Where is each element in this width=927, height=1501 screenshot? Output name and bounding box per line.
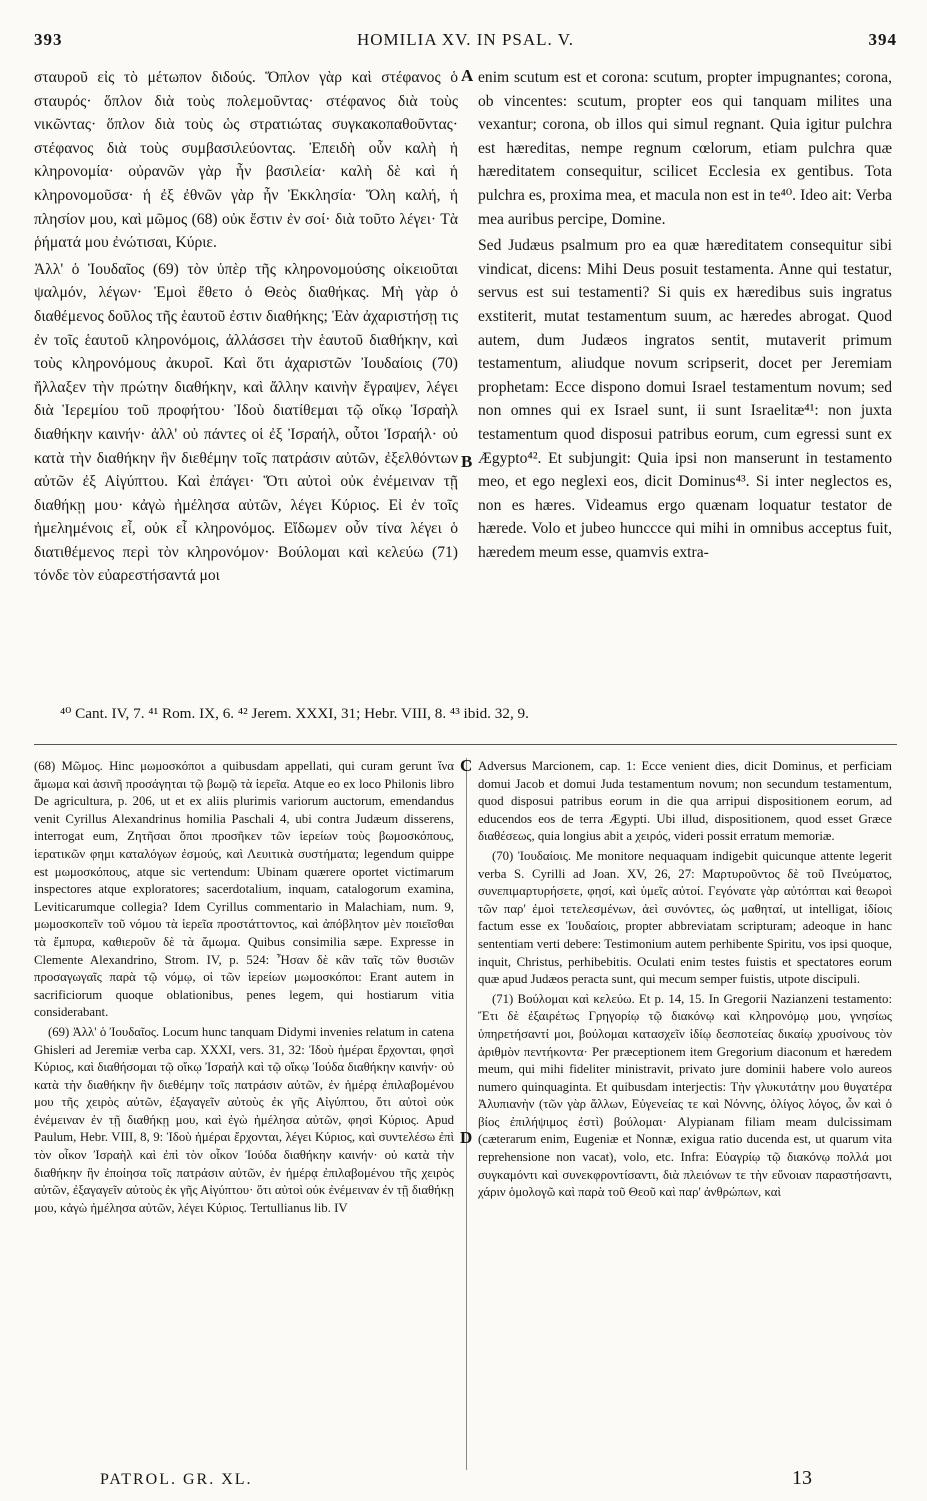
column-divider bbox=[466, 758, 467, 1470]
signature-mark: 13 bbox=[792, 1467, 812, 1489]
note: (69) Ἀλλ' ὁ Ἰουδαῖος. Locum hunc tanquam Didymi invenies relatum in catena Ghisleri ad Jeremiæ verba cap. XXXI, vers. 31, 32: Ἰδοὺ ἡμέραι ἔρχονται, φησὶ Κύριος, καὶ διαθήσομαι τῷ οἴκῳ Ἰσραὴλ καὶ τῷ οἴκῳ Ἰούδα διαθήκην καινήν· οὐ κατὰ τὴν διαθήκην ἣν διεθέμην τοῖς πατράσιν αὐτῶν, ἐν ἡμέρᾳ ἐπιλαβομένου μου τῆς χειρὸς αὐτῶν, ἐξαγαγεῖν αὐτοὺς ἐκ γῆς Αἰγύπτου, ὅτι αὐτοὶ οὐκ ἐνέμειναν ἐν τῇ διαθήκῃ μου, καὶ ἐγὼ ἠμέλησα αὐτῶν, φησὶ Κύριος. Apud Paulum, Hebr. VIII, 8, 9: Ἰδοὺ ἡμέραι ἔρχονται, λέγει Κύριος, καὶ συντελέσω ἐπὶ τὸν οἶκον Ἰσραὴλ καὶ ἐπὶ τὸν οἶκον Ἰούδα διαθήκην καινήν· οὐ κατὰ τὴν διαθήκην ἣν ἐποίησα τοῖς πατράσιν αὐτῶν, ἐν ἡμέρᾳ ἐπιλαβομένου τῆς χειρὸς αὐτῶν, ἐξαγαγεῖν αὐτοὺς ἐκ γῆς Αἰγύπτου· ὅτι αὐτοὶ οὐκ ἐνέμειναν ἐν τῇ διαθήκῃ μου, κἀγὼ ἠμέλησα αὐτῶν, λέγει Κύριος. Tertullianus lib. IV bbox=[34, 1024, 454, 1215]
latin-paragraph: Sed Judæus psalmum pro ea quæ hæreditatem consequitur sibi vindicat, dicens: Mihi Deus posuit testamenta. Anne qui testatur, servus est sui testamenti? Si quis ex hæredibus suis ingratus exstiterit, mutat testamentum suum, ac hæredes abrogat. Quod autem, dum Judæos ingratos sentit, mutaverit primum testamentum, aliudque novum scripserit, docet per Jeremiam prophetam: Ecce dispono domui Israel testamentum novum; sed non omnes qui ex Israel sunt, ii sunt Israelitæ⁴¹: non juxta testamentum quod disposui patribus eorum, cum egressi sunt ex Ægypto⁴². Et subjungit: Quia ipsi non manserunt in testamento meo, et ego neglexi eos, dicit Dominus⁴³. Si inter neglectos es, non es hæres. Videamus ergo quænam loquatur testator de hærede. Volo et jubeo hunccce qui mihi in omnibus acceptus fuit, hæredem meum esse, quamvis extra- bbox=[478, 237, 892, 561]
scripture-references: ⁴⁰ Cant. IV, 7. ⁴¹ Rom. IX, 6. ⁴² Jerem. XXXI, 31; Hebr. VIII, 8. ⁴³ ibid. 32, 9. bbox=[60, 705, 529, 722]
note: (68) Μῶμος. Hinc μωμοσκόποι a quibusdam appellati, qui curam gerunt ἵνα ἄμωμα καὶ ἀσινῆ προσάγηται τῷ βωμῷ τὰ ἱερεῖα. Atque eo ex loco Philonis libro De agricultura, p. 206, ut et ex aliis plurimis variorum auctorum, emendandus venit Cyrillus Alexandrinus homilia Paschali 4, ubi contra Judæum disserens, interrogat eum, Ζητῆσαι ὅποι προσῆκεν τῶν ἱερείων τοὺς βωμοσκόπους, ἱερατικῶν φημι καταλόγων ἐσμούς, καὶ Λευιτικὰ συστήματα; legendum quippe est μωμοσκόπους, atque sic vertendum: Ubinam quærere oportet victimarum inspectores atque exploratores; sacerdotalium, inquam, catalogorum examina, Leviticarumque collegia? Idem Cyrillus commentario in Malachiam, num. 9, μωμοσκοπεῖν τοῦ νόμου τὰ ἱερεῖα προστάττοντος, καὶ ἀπόβλητον μὲν ποιεῖσθαι τὰ ἔμπυρα, καθιεροῦν δὲ τὰ ἄμωμα. Quibus consimilia sæpe. Expresse in Clemente Alexandrino, Strom. IV, p. 524: Ἦσαν δὲ κἂν ταῖς τῶν θυσιῶν προσαγωγαῖς παρὰ τῷ νόμῳ, οἱ τῶν ἱερείων μωμοσκόποι: Erant autem in sacrificiorum quoque oblationibus, penes legem, qui hostiarum vitia considerabant. bbox=[34, 759, 454, 1020]
latin-paragraph: enim scutum est et corona: scutum, propter impugnantes; corona, ob vincentes: scutum, propter eos qui tanquam milites una vexantur; corona, ob illos qui simul regnant. Quia igitur pulchra est hæreditas, nempe regnum cœlorum, etiam pulchra quæ hæreditatem consequitur, scilicet Ecclesia ex gentibus. Tota pulchra es, proxima mea, et macula non est in te⁴⁰. Ideo ait: Verba mea auribus percipe, Domine. bbox=[478, 69, 892, 228]
page-number-right: 394 bbox=[868, 30, 897, 49]
greek-paragraph: σταυροῦ εἰς τὸ μέτωπον διδούς. Ὅπλον γὰρ καὶ στέφανος ὁ σταυρός· ὅπλον διὰ τοὺς πολεμοῦντας· στέφανος διὰ τοὺς νικῶντας· ὅπλον διὰ τοὺς ὡς στρατιώτας συγκακοπαθοῦντας· στέφανος διὰ τοὺς συμβασιλεύοντας. Ἐπειδὴ οὖν καλὴ ἡ κληρονομία· οὐρανῶν γὰρ ἦν βασιλεία· καλὴ δὲ καὶ ἡ κληρονομοῦσα· ἡ ἐξ ἐθνῶν γὰρ ἦν Ἐκκλησία· Ὅλη καλή, ἡ πλησίον μου, καὶ μῶμος (68) οὐκ ἔστιν ἐν σοί· διὰ τοῦτο λέγει· Τὰ ῥήματά μου ἐνώτισαι, Κύριε. bbox=[34, 69, 458, 252]
page-number-left: 393 bbox=[34, 30, 63, 49]
note: (71) Βούλομαι καὶ κελεύω. Et p. 14, 15. In Gregorii Nazianzeni testamento: Ἔτι δὲ ἐξαιρέτως Γρηγορίῳ τῷ διακόνῳ καὶ κληρονόμῳ μου, γνησίως ὑπηρετήσαντί μοι, βούλομαι κατασχεῖν ἰδίῳ δεσποτείας δικαίῳ χρυσίνους τὸν ἀριθμὸν πεντήκοντα· Per præceptionem item Gregorium diaconum et hæredem meum, qui mihi fideliter ministravit, privato jure dominii habere volo aureos numero quinquaginta. Et quibusdam interjectis: Τὴν γλυκυτάτην μου θυγατέρα Ἀλυπιανὴν (τῶν γὰρ ἄλλων, Εὐγενείας τε καὶ Νόννης, ὀλίγος λόγος, ὧν καὶ ὁ βίος ἐπιλήψιμος ἐστὶ) βούλομαι· Alypianam filiam meam dulcissimam (cæterarum enim, Eugeniæ et Nonnæ, exigua ratio ducenda est, ut quarum vita reprehensione non vacat), volo, etc. Infra: Εὐαγρίῳ τῷ διακόνῳ πολλά μοι συγκαμόντι καὶ συνεκφροντίσαντι, διὰ πλειόνων τε τὴν εὔνοιαν παραστήσαντι, χάριν ὁμολογῶ καὶ παρὰ τοῦ Θεοῦ καὶ παρ' ἀνθρώπων, καὶ bbox=[478, 991, 892, 1200]
divider-rule bbox=[34, 744, 897, 745]
greek-text-column bbox=[34, 66, 458, 591]
note: (70) Ἰουδαίοις. Me monitore nequaquam indigebit quicunque attente legerit verba S. Cyrilli ad Joan. XV, 26, 27: Μαρτυροῦντος δὲ τοῦ Πνεύματος, συνεπιμαρτυρήσετε, φησί, καὶ ὑμεῖς αὐτοί. Γεγόνατε γὰρ αὐτόπται καὶ θεωροὶ τῶν παρ' ἐμοὶ τετελεσμένων, ἀεὶ συνόντες, ὡς μαθηταί, ut intelligat, ἰδίοις factum esse ex Ἰουδαίοις, propter abbreviatam scripturam; adeoque in hanc sententiam verti debere: Testimonium autem perhibente Spiritu, vos ipsi quoque, inquit, Christus, perhibebitis. Oculati enim testes fuistis et spectatores eorum quæ apud Judæos peracta sunt, qui mecum semper fuistis, utpote discipuli. bbox=[478, 848, 892, 987]
running-header bbox=[34, 30, 897, 58]
collection-footer: PATROL. GR. XL. bbox=[100, 1471, 253, 1488]
notes-column-left bbox=[34, 758, 454, 1219]
notes-column-right bbox=[478, 758, 892, 1204]
note: Adversus Marcionem, cap. 1: Ecce venient dies, dicit Dominus, et perficiam domui Jacob et domui Juda testamentum novum; non secundum testamentum, quod disposui patribus eorum in die qua arripui dispositionem eorum, ad educendos eos de terra Ægypti. Ubi illud, dispositionem, quod esset Græce διαθέσεως, quia longius abit a χειρός, videri possit erratum memoriæ. bbox=[478, 759, 892, 844]
running-title: HOMILIA XV. IN PSAL. V. bbox=[356, 30, 575, 49]
margin-marker-a: A bbox=[461, 66, 474, 85]
margin-marker-c: C bbox=[460, 756, 473, 775]
margin-marker-b: B bbox=[461, 452, 473, 471]
latin-text-column bbox=[478, 66, 892, 567]
margin-marker-d: D bbox=[460, 1128, 473, 1147]
greek-paragraph: Ἀλλ' ὁ Ἰουδαῖος (69) τὸν ὑπὲρ τῆς κληρονομούσης οἰκειοῦται ψαλμόν, λέγων· Ἐμοὶ ἔθετο ὁ Θεὸς διαθήκας. Μὴ γὰρ ὁ διαθέμενος δοῦλος τῆς ἑαυτοῦ ἐστιν διαθήκης; Ἐὰν ἀχαριστήσῃ τις ἐν τοῖς ἑαυτοῦ κληρονόμοις, ἀλλάσσει τὴν ἑαυτοῦ διαθήκην, καὶ τοὺς κληρονόμους ἀκυροῖ. Καὶ ὅτι ἀχαριστῶν Ἰουδαίοις (70) ἤλλαξεν τὴν πρώτην διαθήκην, καὶ ἄλλην καινὴν ἔγραψεν, λέγει διὰ Ἱερεμίου τοῦ προφήτου· Ἰδοὺ διατίθεμαι τῷ οἴκῳ Ἰσραὴλ διαθήκην καινήν· ἀλλ' οὐ πάντες οἱ ἐξ Ἰσραήλ, οὗτοι Ἰσραήλ· οὐ κατὰ τὴν διαθήκην ἣν διεθέμην τοῖς πατράσιν αὐτῶν, ἐξελθόντων αὐτῶν ἐξ Αἰγύπτου. Καὶ ἐπάγει· Ὅτι αὐτοὶ οὐκ ἐνέμειναν τῇ διαθήκῃ μου· κἀγὼ ἠμέλησα αὐτῶν, λέγει Κύριος. Εἰ ἐν τοῖς ἠμελημένοις εἶ, οὐκ εἶ κληρονόμος. Εἴδωμεν οὖν τίνα λέγει ὁ διατιθέμενος περὶ τὸν κληρονόμον· Βούλομαι καὶ κελεύω (71) τόνδε τὸν εὐαρεστήσαντά μοι bbox=[34, 260, 458, 585]
